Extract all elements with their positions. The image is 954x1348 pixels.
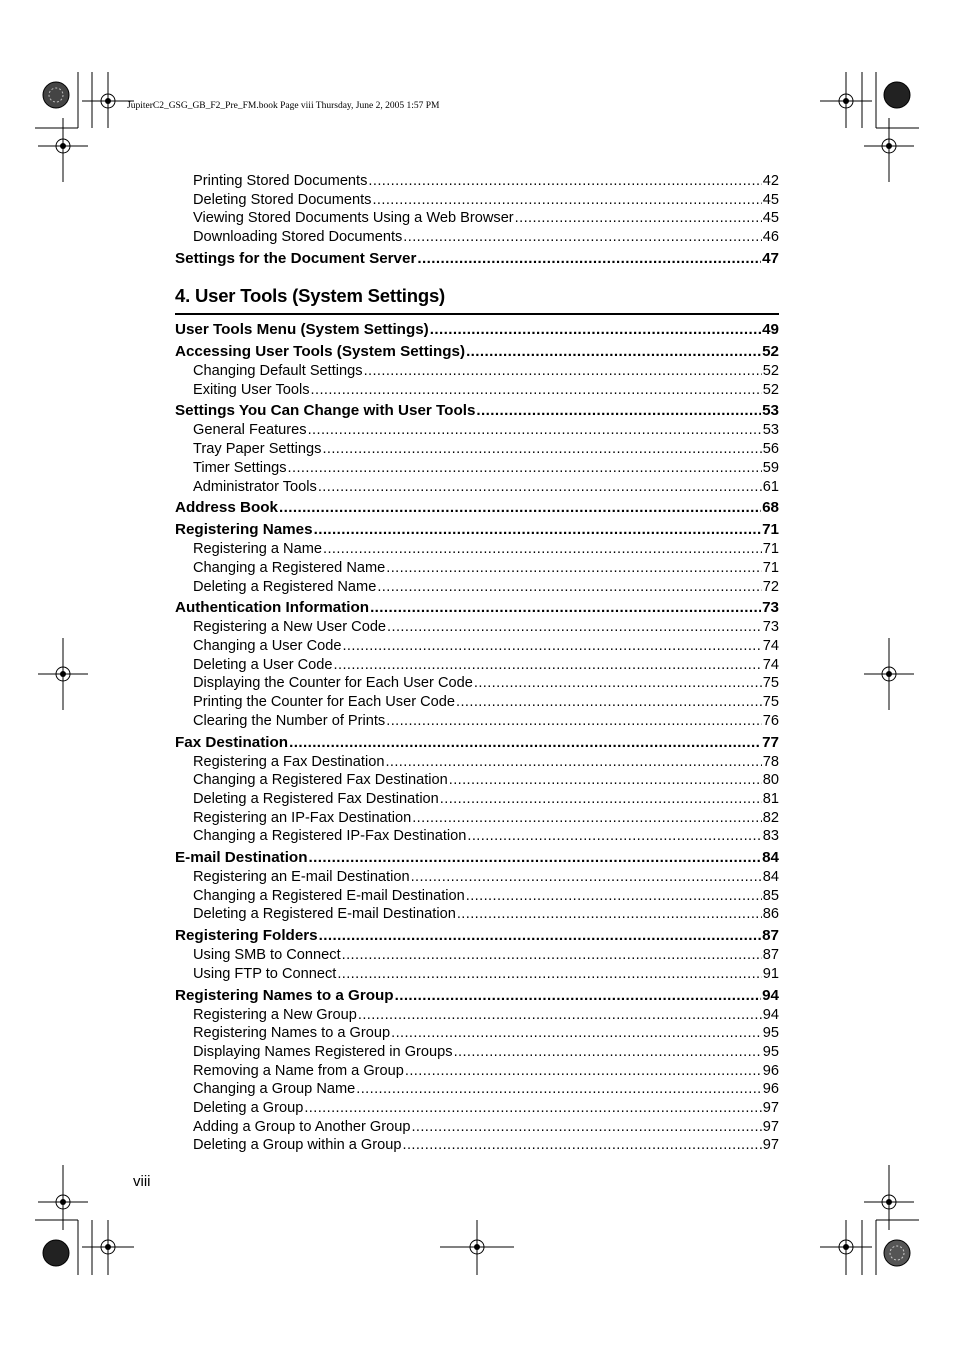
toc-leader-dots [402,1136,761,1154]
toc-section-entry[interactable] [175,598,779,618]
toc-leader-dots [466,342,761,362]
toc-subentry[interactable] [175,905,779,923]
toc-entry-title: Displaying the Counter for Each User Code [193,675,473,692]
toc-entry-page: 95 [762,1043,779,1060]
toc-section-entry[interactable] [175,249,779,269]
toc-subentry[interactable] [175,362,779,380]
toc-entry-title: Administrator Tools [193,478,317,495]
toc-subentry[interactable] [175,540,779,558]
toc-entry-title: Changing a Registered E-mail Destination [193,887,465,904]
toc-subentry[interactable] [175,191,779,209]
toc-leader-dots [289,733,761,753]
toc-entry-title: General Features [193,422,307,439]
toc-entry-page: 97 [762,1100,779,1116]
toc-entry-page: 97 [762,1118,779,1135]
toc-entry-title: Registering a Name [193,541,322,558]
toc-leader-dots [411,868,762,886]
toc-entry-title: Changing Default Settings [193,363,363,379]
toc-entry-title: Fax Destination [175,733,289,751]
toc-section-entry[interactable] [175,926,779,946]
toc-subentry[interactable] [175,887,779,905]
toc-subentry[interactable] [175,228,779,246]
toc-subentry[interactable] [175,1099,779,1117]
page-number: viii [133,1173,151,1190]
toc-leader-dots [476,401,761,421]
toc-entry-page: 74 [762,638,779,654]
toc-leader-dots [308,421,762,439]
toc-entry-title: Changing a Registered Name [193,559,386,576]
toc-entry-page: 52 [762,343,779,360]
toc-entry-title: Registering an E-mail Destination [193,869,410,885]
toc-subentry[interactable] [175,578,779,596]
toc-leader-dots [311,381,762,399]
toc-entry-page: 74 [762,656,779,673]
toc-leader-dots [395,986,762,1006]
toc-leader-dots [454,1043,762,1061]
toc-entry-page: 84 [762,869,779,885]
toc-entry-page: 59 [762,459,779,476]
toc-leader-dots [370,598,761,618]
toc-entry-page: 71 [762,521,779,539]
toc-entry-page: 96 [762,1081,779,1098]
toc-entry-page: 68 [762,499,779,517]
toc-section-entry[interactable] [175,342,779,362]
toc-subentry[interactable] [175,381,779,399]
toc-entry-title: Changing a Registered Fax Destination [193,772,448,789]
toc-entry-page: 49 [762,321,779,338]
toc-leader-dots [467,827,761,845]
toc-leader-dots [430,320,761,340]
toc-leader-dots [288,459,762,477]
toc-entry-title: Deleting Stored Documents [193,191,372,208]
toc-entry-title: Registering Names [175,521,313,539]
toc-subentry[interactable] [175,618,779,636]
toc-entry-title: Deleting a Group [193,1100,304,1116]
toc-leader-dots [377,578,761,596]
toc-leader-dots [323,540,762,558]
toc-entry-page: 94 [762,986,779,1004]
toc-subentry[interactable] [175,1062,779,1080]
toc-section-entry[interactable] [175,401,779,421]
toc-leader-dots [356,1080,762,1098]
toc-entry-page: 71 [762,541,779,558]
toc-leader-dots [368,172,761,190]
toc-leader-dots [417,249,761,269]
toc-subentry[interactable] [175,712,779,730]
toc-entry-title: Removing a Name from a Group [193,1062,404,1079]
toc-entry-page: 75 [762,694,779,711]
toc-entry-page: 76 [762,712,779,729]
toc-subentry[interactable] [175,478,779,496]
toc-subentry[interactable] [175,440,779,458]
toc-leader-dots [466,887,762,905]
toc-subentry[interactable] [175,209,779,227]
toc-entry-title: Registering Folders [175,927,318,945]
toc-section-entry[interactable] [175,320,779,340]
toc-subentry[interactable] [175,637,779,655]
toc-entry-title: Registering Names to a Group [193,1025,391,1042]
toc-entry-title: Exiting User Tools [193,381,310,398]
toc-entry-title: Deleting a User Code [193,656,333,673]
toc-leader-dots [304,1099,761,1117]
toc-entry-title: Clearing the Number of Prints [193,712,386,729]
toc-section-entry[interactable] [175,986,779,1006]
file-info-header: JupiterC2_GSG_GB_F2_Pre_FM.book Page viii Thursday, June 2, 2005 1:57 PM [127,101,440,111]
toc-entry-page: 80 [762,772,779,789]
toc-subentry[interactable] [175,868,779,886]
toc-entry-page: 52 [762,381,779,398]
toc-leader-dots [309,848,762,868]
toc-entry-title: Deleting a Registered Fax Destination [193,790,439,807]
toc-section-entry[interactable] [175,848,779,868]
section-title: 4. User Tools (System Settings) [175,285,445,306]
toc-entry-title: Settings You Can Change with User Tools [175,402,476,420]
toc-entry-title: Adding a Group to Another Group [193,1118,411,1135]
toc-entry-page: 86 [762,906,779,923]
toc-section-entry[interactable] [175,520,779,540]
toc-entry-title: Printing the Counter for Each User Code [193,694,456,711]
toc-entry-page: 72 [762,578,779,595]
toc-entry-title: E-mail Destination [175,849,308,866]
toc-entry-page: 91 [762,965,779,982]
toc-section-entry[interactable] [175,498,779,518]
toc-entry-title: Authentication Information [175,599,370,617]
toc-entry-page: 95 [762,1025,779,1042]
toc-leader-dots [372,191,761,209]
toc-leader-dots [411,1118,761,1136]
toc-leader-dots [385,753,761,771]
toc-entry-title: Downloading Stored Documents [193,229,403,246]
toc-subentry[interactable] [175,693,779,711]
toc-entry-page: 47 [762,249,779,267]
toc-entry-title: Registering a Fax Destination [193,753,385,770]
toc-entry-title: User Tools Menu (System Settings) [175,321,429,338]
toc-entry-title: Using FTP to Connect [193,965,337,982]
toc-subentry[interactable] [175,421,779,439]
toc-subentry[interactable] [175,459,779,477]
toc-entry-page: 77 [762,733,779,751]
toc-entry-page: 97 [762,1137,779,1154]
toc-subentry[interactable] [175,1118,779,1136]
toc-entry-title: Printing Stored Documents [193,173,368,189]
toc-entry-page: 96 [762,1062,779,1079]
toc-leader-dots [474,674,762,692]
toc-entry-page: 85 [762,887,779,904]
toc-leader-dots [386,712,762,730]
toc-leader-dots [314,520,762,540]
toc-leader-dots [391,1024,762,1042]
toc-leader-dots [403,228,761,246]
toc-entry-page: 46 [762,229,779,246]
toc-leader-dots [457,905,762,923]
toc-entry-title: Registering Names to a Group [175,986,394,1004]
toc-entry-page: 82 [762,809,779,826]
toc-entry-page: 94 [762,1006,779,1023]
toc-subentry[interactable] [175,1080,779,1098]
toc-entry-page: 83 [762,828,779,845]
toc-entry-title: Using SMB to Connect [193,947,341,964]
toc-entry-page: 56 [762,441,779,458]
toc-entry-page: 71 [762,559,779,576]
toc-entry-title: Address Book [175,499,278,517]
toc-entry-title: Settings for the Document Server [175,249,417,267]
toc-entry-title: Displaying Names Registered in Groups [193,1043,453,1060]
toc-entry-title: Changing a Group Name [193,1081,356,1098]
toc-leader-dots [342,946,762,964]
toc-leader-dots [322,440,761,458]
toc-subentry[interactable] [175,674,779,692]
toc-subentry[interactable] [175,965,779,983]
toc-leader-dots [456,693,762,711]
toc-leader-dots [318,478,762,496]
toc-section-entry[interactable] [175,733,779,753]
toc-subentry[interactable] [175,771,779,789]
toc-leader-dots [386,559,762,577]
toc-entry-title: Registering a New User Code [193,619,387,636]
toc-entry-title: Viewing Stored Documents Using a Web Browser [193,210,514,227]
toc-entry-page: 73 [762,619,779,636]
toc-leader-dots [405,1062,762,1080]
toc-entry-title: Registering a New Group [193,1006,357,1023]
toc-entry-title: Changing a User Code [193,638,342,654]
toc-leader-dots [342,637,761,655]
toc-leader-dots [334,656,762,674]
toc-entry-page: 87 [762,947,779,964]
toc-subentry[interactable] [175,1024,779,1042]
toc-leader-dots [387,618,762,636]
toc-entry-page: 87 [762,927,779,945]
toc-entry-page: 45 [762,191,779,208]
toc-entry-page: 53 [762,402,779,420]
toc-subentry[interactable] [175,790,779,808]
toc-entry-page: 75 [762,675,779,692]
toc-entry-page: 61 [762,478,779,495]
toc-entry-title: Tray Paper Settings [193,441,322,458]
toc-leader-dots [337,965,761,983]
toc-subentry[interactable] [175,827,779,845]
toc-subentry[interactable] [175,1136,779,1154]
toc-entry-page: 52 [762,363,779,379]
toc-leader-dots [358,1006,762,1024]
toc-leader-dots [319,926,761,946]
toc-entry-page: 73 [762,599,779,617]
toc-entry-title: Registering an IP-Fax Destination [193,809,412,826]
toc-entry-page: 45 [762,210,779,227]
toc-entry-page: 81 [762,790,779,807]
toc-subentry[interactable] [175,559,779,577]
toc-entry-page: 84 [762,849,779,866]
toc-entry-title: Deleting a Registered Name [193,578,377,595]
toc-entry-page: 53 [762,422,779,439]
toc-subentry[interactable] [175,946,779,964]
toc-entry-title: Changing a Registered IP-Fax Destination [193,828,467,845]
toc-subentry[interactable] [175,1006,779,1024]
toc-leader-dots [440,790,762,808]
toc-leader-dots [412,809,762,827]
toc-leader-dots [364,362,762,380]
toc-subentry[interactable] [175,172,779,190]
toc-leader-dots [515,209,762,227]
toc-subentry[interactable] [175,1043,779,1061]
toc-entry-page: 42 [762,173,779,189]
toc-entry-page: 78 [762,753,779,770]
toc-subentry[interactable] [175,656,779,674]
toc-entry-title: Deleting a Group within a Group [193,1137,402,1154]
toc-entry-title: Timer Settings [193,459,287,476]
toc-leader-dots [449,771,762,789]
toc-subentry[interactable] [175,809,779,827]
toc-entry-title: Accessing User Tools (System Settings) [175,343,466,360]
section-divider [175,313,779,315]
toc-entry-title: Deleting a Registered E-mail Destination [193,906,456,923]
toc-subentry[interactable] [175,753,779,771]
toc-leader-dots [279,498,761,518]
